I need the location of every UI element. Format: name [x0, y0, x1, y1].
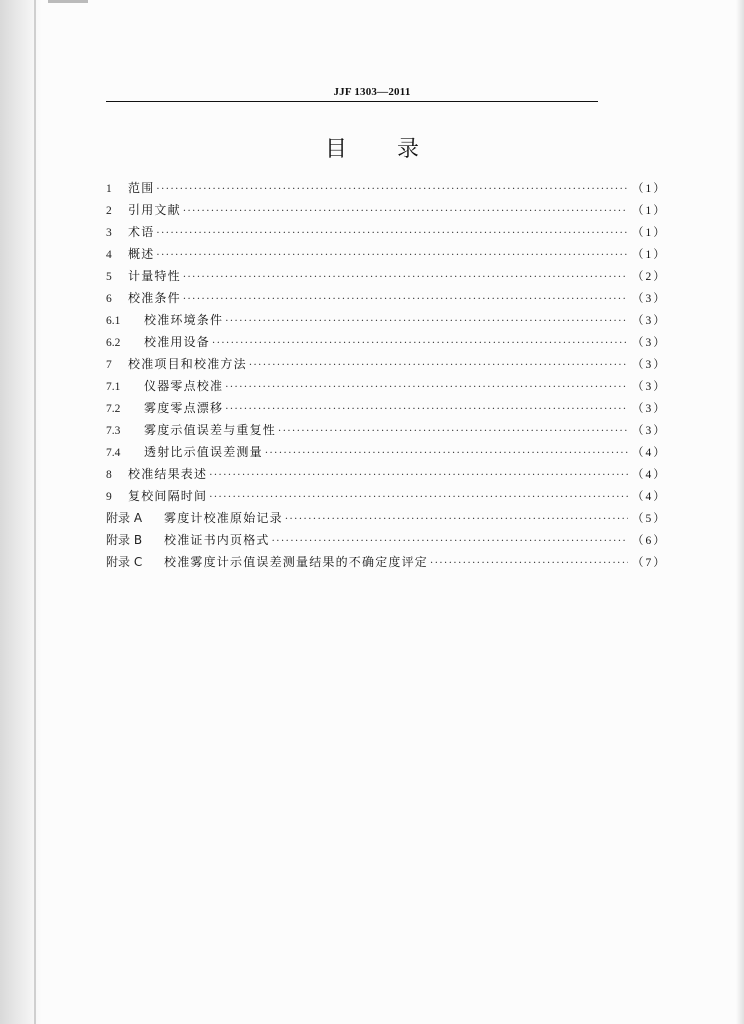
toc-entry-title: 雾度示值误差与重复性 [144, 423, 277, 437]
toc-entry-title: 引用文献 [128, 203, 181, 217]
toc-entry-number: 6 [106, 293, 112, 305]
toc-dot-leader [225, 316, 628, 327]
toc-entry-title: 概述 [128, 247, 155, 261]
toc-entry-title: 仪器零点校准 [144, 379, 224, 393]
toc-entry-page: （4） [632, 469, 667, 481]
toc-entry-number: 2 [106, 205, 112, 217]
toc-entry-page: （5） [632, 513, 667, 525]
toc-entry-page: （1） [632, 227, 667, 239]
toc-entry[interactable] [106, 201, 667, 223]
toc-dot-leader [183, 294, 628, 305]
toc-entry-number: 7.2 [106, 403, 121, 415]
toc-dot-leader [156, 228, 628, 239]
toc-entry-number: 附录 B [106, 533, 143, 547]
toc-dot-leader [212, 338, 628, 349]
toc-entry-title: 范围 [128, 181, 155, 195]
toc-dot-leader [209, 492, 628, 503]
toc-entry-title: 复校间隔时间 [128, 489, 208, 503]
toc-entry[interactable] [106, 355, 667, 377]
toc-entry-page: （6） [632, 535, 667, 547]
toc-entry-page: （3） [632, 337, 667, 349]
toc-entry-number: 7 [106, 359, 112, 371]
toc-entry-number: 6.2 [106, 337, 121, 349]
toc-entry[interactable] [106, 289, 667, 311]
toc-entry-number: 7.3 [106, 425, 121, 437]
toc-dot-leader [156, 184, 628, 195]
toc-entry[interactable] [106, 245, 667, 267]
toc-entry[interactable] [106, 421, 667, 443]
toc-entry-page: （1） [632, 249, 667, 261]
scan-top-mark [48, 0, 88, 3]
toc-entry-page: （3） [632, 425, 667, 437]
toc-entry-title: 校准项目和校准方法 [128, 357, 247, 371]
toc-entry[interactable] [106, 267, 667, 289]
toc-entry-title: 校准用设备 [144, 335, 211, 349]
toc-dot-leader [265, 448, 628, 459]
toc-entry-number: 4 [106, 249, 112, 261]
toc-entry-page: （3） [632, 381, 667, 393]
toc-entry[interactable] [106, 443, 667, 465]
toc-entry[interactable] [106, 223, 667, 245]
toc-dot-leader [272, 536, 628, 547]
toc-entry-number: 6.1 [106, 315, 121, 327]
toc-entry-number: 7.4 [106, 447, 121, 459]
toc-entry-page: （3） [632, 403, 667, 415]
toc-dot-leader [225, 382, 628, 393]
toc-entry-title: 校准结果表述 [128, 467, 208, 481]
toc-dot-leader [278, 426, 628, 437]
toc-entry[interactable] [106, 377, 667, 399]
toc-entry-page: （3） [632, 359, 667, 371]
toc-entry[interactable] [106, 509, 667, 531]
toc-entry[interactable] [106, 399, 667, 421]
toc-entry-number: 8 [106, 469, 112, 481]
toc-dot-leader [183, 206, 628, 217]
toc-entry[interactable] [106, 487, 667, 509]
toc-entry[interactable] [106, 311, 667, 333]
toc-entry-page: （4） [632, 491, 667, 503]
table-of-contents [106, 179, 667, 575]
toc-entry[interactable] [106, 553, 667, 575]
toc-entry-number: 7.1 [106, 381, 121, 393]
toc-entry-page: （4） [632, 447, 667, 459]
toc-dot-leader [225, 404, 628, 415]
toc-entry-title: 计量特性 [128, 269, 181, 283]
toc-dot-leader [249, 360, 628, 371]
toc-entry-title: 校准雾度计示值误差测量结果的不确定度评定 [164, 555, 429, 569]
toc-entry-number: 5 [106, 271, 112, 283]
toc-entry-title: 校准环境条件 [144, 313, 224, 327]
standard-code: JJF 1303—2011 [333, 86, 411, 98]
toc-dot-leader [156, 250, 628, 261]
toc-entry-title: 透射比示值误差测量 [144, 445, 263, 459]
toc-entry-page: （1） [632, 205, 667, 217]
toc-entry-page: （3） [632, 293, 667, 305]
toc-entry-page: （7） [632, 557, 667, 569]
toc-entry-page: （1） [632, 183, 667, 195]
toc-entry-title: 雾度计校准原始记录 [164, 511, 283, 525]
toc-entry-number: 3 [106, 227, 112, 239]
toc-entry-number: 9 [106, 491, 112, 503]
page-title: 目录 [324, 137, 469, 162]
toc-entry[interactable] [106, 179, 667, 201]
toc-entry-title: 校准条件 [128, 291, 181, 305]
toc-dot-leader [285, 514, 628, 525]
header-rule [106, 101, 598, 102]
toc-dot-leader [209, 470, 628, 481]
toc-entry-title: 雾度零点漂移 [144, 401, 224, 415]
toc-entry-number: 1 [106, 183, 112, 195]
toc-entry[interactable] [106, 333, 667, 355]
toc-entry-page: （3） [632, 315, 667, 327]
toc-entry[interactable] [106, 531, 667, 553]
toc-entry-title: 术语 [128, 225, 155, 239]
toc-entry-page: （2） [632, 271, 667, 283]
toc-entry-number: 附录 C [106, 555, 143, 569]
toc-entry-number: 附录 A [106, 511, 143, 525]
toc-entry-title: 校准证书内页格式 [164, 533, 270, 547]
toc-dot-leader [183, 272, 628, 283]
toc-entry[interactable] [106, 465, 667, 487]
toc-dot-leader [430, 558, 628, 569]
